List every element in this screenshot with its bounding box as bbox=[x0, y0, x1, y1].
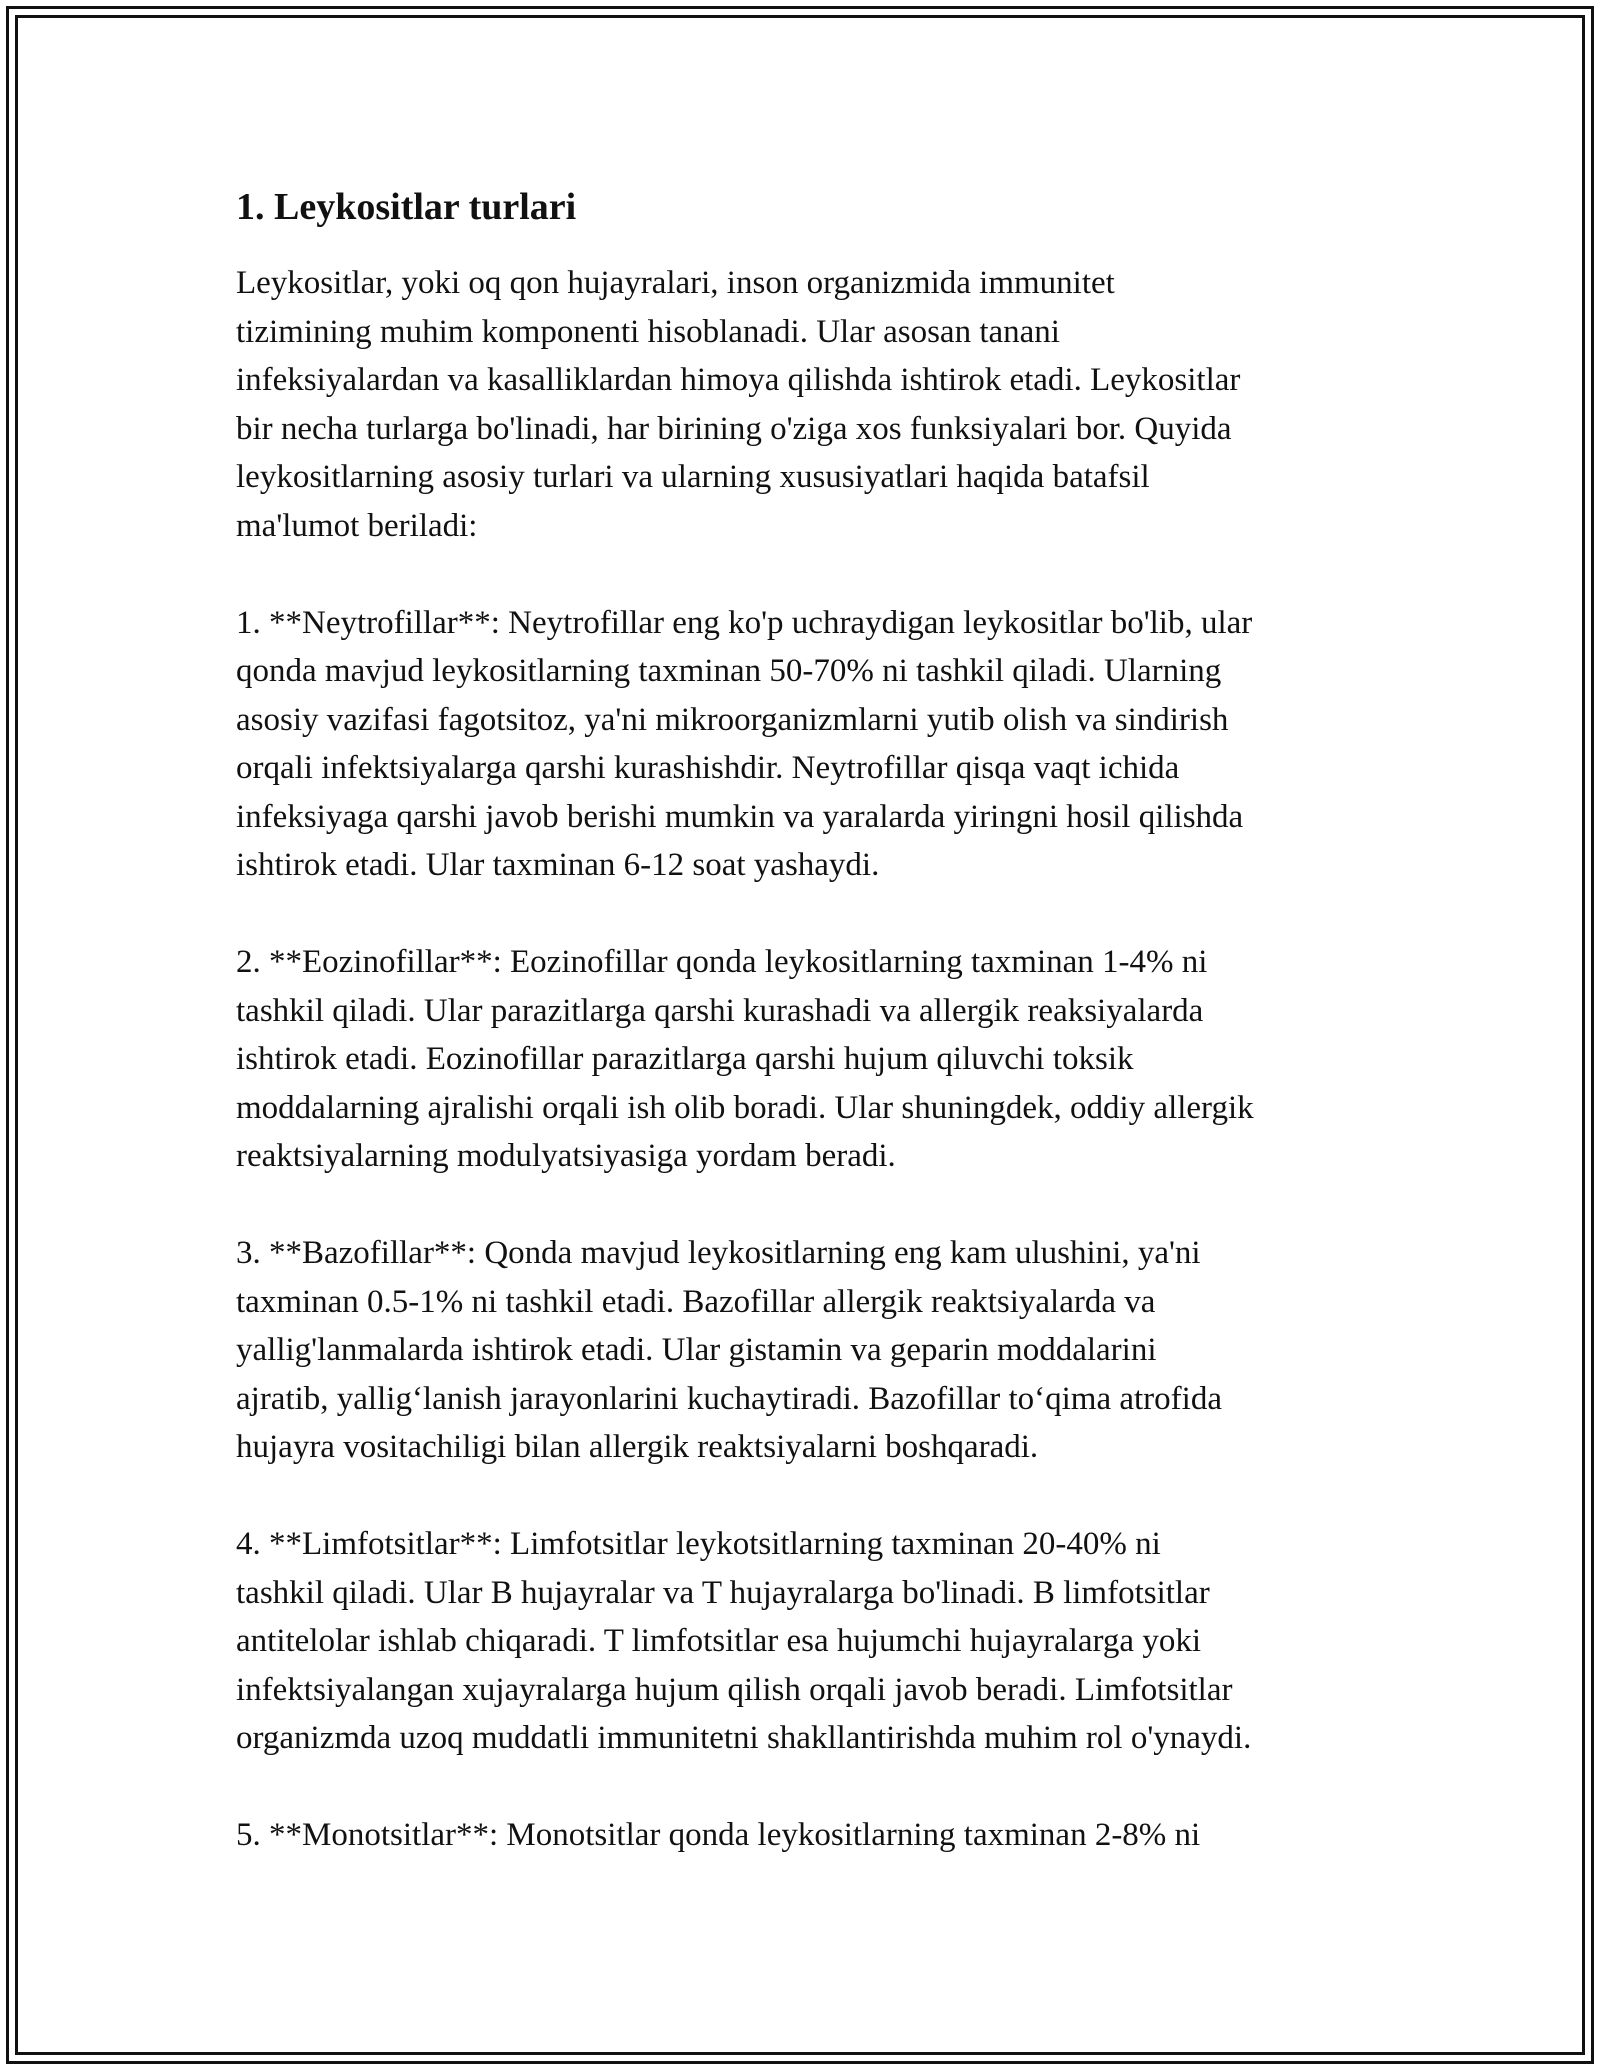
text-line: ma'lumot beriladi: bbox=[236, 507, 478, 544]
text-line: moddalarning ajralishi orqali ish olib boradi. Ular shuningdek, oddiy allergik bbox=[236, 1089, 1254, 1126]
text-line: organizmda uzoq muddatli immunitetni shakllantirishda muhim rol o'ynaydi. bbox=[236, 1720, 1252, 1756]
text-line: hujayra vositachiligi bilan allergik reaktsiyalarni boshqaradi. bbox=[236, 1429, 1039, 1465]
paragraph-monotsitlar bbox=[236, 1811, 1376, 1860]
text-line: leykositlarning asosiy turlari va ularning xususiyatlari haqida batafsil bbox=[236, 459, 1150, 495]
text-line: infeksiyaga qarshi javob berishi mumkin va yaralarda yiringni hosil qilishda bbox=[236, 798, 1244, 835]
text-line: 1. **Neytrofillar**: Neytrofillar eng ko'p uchraydigan leykositlar bo'lib, ular bbox=[236, 604, 1253, 641]
text-line: Leykositlar, yoki oq qon hujayralari, inson organizmida immunitet bbox=[236, 265, 1115, 301]
text-line: 4. **Limfotsitlar**: Limfotsitlar leykotsitlarning taxminan 20-40% ni bbox=[236, 1526, 1161, 1562]
text-line: bir necha turlarga bo'linadi, har birining o'ziga xos funksiyalari bor. Quyida bbox=[236, 410, 1232, 447]
document-title: 1. Leykositlar turlari bbox=[236, 186, 577, 228]
text-line: reaktsiyalarning modulyatsiyasiga yordam beradi. bbox=[236, 1138, 896, 1174]
text-line: yallig'lanmalarda ishtirok etadi. Ular gistamin va geparin moddalarini bbox=[236, 1332, 1157, 1368]
text-line: 3. **Bazofillar**: Qonda mavjud leykositlarning eng kam ulushini, ya'ni bbox=[236, 1235, 1201, 1271]
text-line: infeksiyalardan va kasalliklardan himoya qilishda ishtirok etadi. Leykositlar bbox=[236, 362, 1241, 398]
text-line: taxminan 0.5-1% ni tashkil etadi. Bazofillar allergik reaktsiyalarda va bbox=[236, 1283, 1156, 1320]
text-line: ishtirok etadi. Eozinofillar parazitlarga qarshi hujum qiluvchi toksik bbox=[236, 1041, 1134, 1077]
text-line: tashkil qiladi. Ular B hujayralar va T hujayralarga bo'linadi. B limfotsitlar bbox=[236, 1574, 1210, 1611]
paragraph-intro bbox=[236, 259, 1376, 550]
document-body bbox=[236, 183, 1376, 1860]
text-line: antitelolar ishlab chiqaradi. T limfotsitlar esa hujumchi hujayralarga yoki bbox=[236, 1623, 1201, 1659]
text-line: 2. **Eozinofillar**: Eozinofillar qonda leykositlarning taxminan 1-4% ni bbox=[236, 944, 1208, 980]
text-line: tizimining muhim komponenti hisoblanadi. Ular asosan tanani bbox=[236, 313, 1060, 350]
text-line: infektsiyalangan xujayralarga hujum qilish orqali javob beradi. Limfotsitlar bbox=[236, 1671, 1233, 1708]
text-line: ishtirok etadi. Ular taxminan 6-12 soat yashaydi. bbox=[236, 847, 880, 883]
paragraph-neytrofillar bbox=[236, 599, 1376, 890]
text-line: ajratib, yallig‘lanish jarayonlarini kuchaytiradi. Bazofillar to‘qima atrofida bbox=[236, 1380, 1222, 1417]
text-line: asosiy vazifasi fagotsitoz, ya'ni mikroorganizmlarni yutib olish va sindirish bbox=[236, 701, 1229, 738]
paragraph-bazofillar bbox=[236, 1229, 1376, 1472]
text-line: orqali infektsiyalarga qarshi kurashishdir. Neytrofillar qisqa vaqt ichida bbox=[236, 750, 1180, 786]
paragraph-eozinofillar bbox=[236, 938, 1376, 1181]
text-line: 5. **Monotsitlar**: Monotsitlar qonda leykositlarning taxminan 2-8% ni bbox=[236, 1817, 1201, 1853]
text-line: qonda mavjud leykositlarning taxminan 50-70% ni tashkil qiladi. Ularning bbox=[236, 653, 1222, 689]
text-line: tashkil qiladi. Ular parazitlarga qarshi kurashadi va allergik reaksiyalarda bbox=[236, 992, 1204, 1029]
paragraph-limfotsitlar bbox=[236, 1520, 1376, 1763]
